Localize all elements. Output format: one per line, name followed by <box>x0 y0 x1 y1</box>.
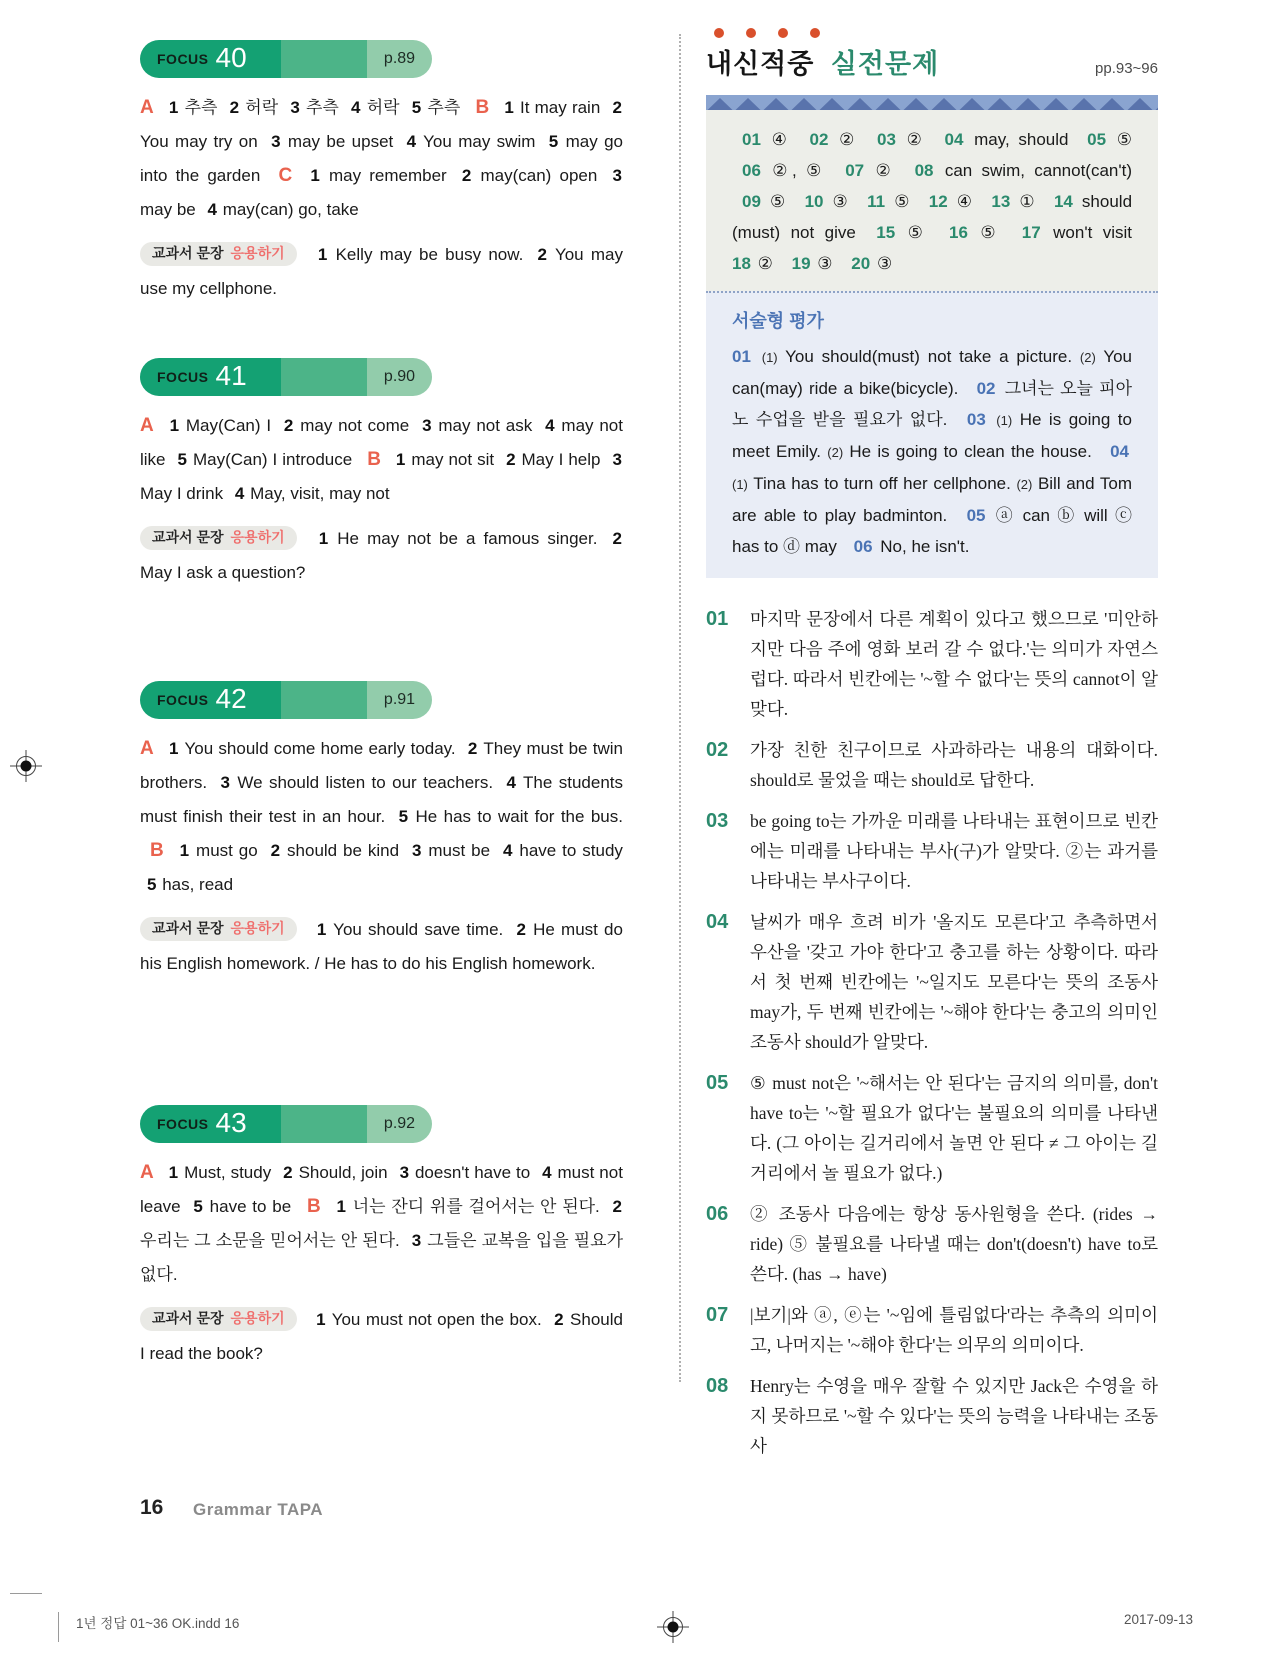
badge-label-accent: 응용하기 <box>230 529 285 545</box>
run-b: 5 <box>147 875 157 894</box>
run-r: A <box>140 97 154 118</box>
explanation-number: 05 <box>706 1072 729 1094</box>
focus-section-42 <box>140 681 623 981</box>
focus-answers <box>140 409 623 511</box>
focus-header-pill <box>140 358 432 396</box>
run-s: (2) <box>827 445 844 460</box>
badge-label-accent: 응용하기 <box>230 245 285 261</box>
run-b: 5 <box>411 98 422 117</box>
run-t: ③ <box>817 254 833 273</box>
explanation-item <box>706 806 1158 896</box>
focus-answers <box>140 91 623 227</box>
run-t: should <box>1081 192 1133 211</box>
run-b: 1 <box>395 450 406 469</box>
badge-label: 교과서 문장 <box>152 529 224 545</box>
run-t: must be <box>428 841 491 860</box>
run-b: 4 <box>545 416 555 435</box>
run-t: ⑤ <box>1116 130 1133 149</box>
focus-label: FOCUS <box>157 51 209 67</box>
focus-label: FOCUS <box>157 692 209 708</box>
run-t: may, should <box>974 130 1069 149</box>
run-t: may(can) go, take <box>222 200 359 219</box>
crop-mark-horizontal <box>10 1593 42 1594</box>
explanation-item <box>706 1300 1158 1360</box>
run-t: May I ask a question? <box>140 563 306 582</box>
focus-page-ref: p.92 <box>383 1115 416 1132</box>
run-t: You can(may) ride a bike(bicycle). <box>732 347 1132 398</box>
explanation-text: 날씨가 매우 흐려 비가 '올지도 모른다'고 추측하면서 우산을 '갖고 가야 한다'고 충고를 하는 상황이다. 따라서 첫 번째 빈칸에는 '~일지도 모른다'는 뜻의 조동사 may가, 두 번째 빈칸에는 '~해야 한다'는 충고의 의미인 조동사 should가 알맞다. <box>750 912 1158 1052</box>
run-b: 4 <box>234 484 245 503</box>
focus-section-41 <box>140 358 623 590</box>
explanation-text: 마지막 문장에서 다른 계획이 있다고 했으므로 '미안하지만 다음 주에 영화 보러 갈 수 없다.'는 의미가 자연스럽다. 따라서 빈칸에는 '~할 수 없다'는 뜻의 cannot이 알맞다. <box>750 609 1158 719</box>
run-b: 3 <box>220 773 230 792</box>
run-t: ⑤ <box>907 223 929 242</box>
explanation-number: 07 <box>706 1304 729 1326</box>
run-b: 3 <box>411 1231 422 1250</box>
run-t: can swim, cannot(can't) <box>944 161 1132 180</box>
run-bn: 02 <box>976 379 996 398</box>
run-b: 4 <box>207 200 217 219</box>
run-t: 너는 잔디 위를 걸어서는 안 된다. <box>352 1197 600 1216</box>
run-t: He must do his English homework. / He has to do his English homework. <box>140 920 623 973</box>
red-dots-decoration <box>714 28 1158 38</box>
run-b: 1 <box>504 98 514 117</box>
run-t: ② <box>839 130 859 149</box>
answer-key-box <box>706 110 1158 291</box>
focus-header-pill <box>140 40 432 78</box>
page-number: 16 <box>140 1496 164 1519</box>
explanation-number: 01 <box>706 608 729 630</box>
focus-label: FOCUS <box>157 369 209 385</box>
run-t: may not ask <box>438 416 533 435</box>
run-t: ① <box>1019 192 1037 211</box>
run-t: You should(must) not take a picture. <box>785 347 1073 366</box>
explanation-text: 가장 친한 친구이므로 사과하라는 내용의 대화이다. should로 물었을 때는 should로 답한다. <box>750 740 1158 790</box>
focus-pill-mid-segment <box>281 1105 367 1143</box>
run-b: 1 <box>168 1163 179 1182</box>
run-b: 2 <box>270 841 281 860</box>
run-t: 추측 <box>305 98 339 117</box>
run-gn: 20 <box>851 254 871 273</box>
essay-section-title: 서술형 평가 <box>732 311 824 331</box>
focus-pill-dark-segment <box>140 40 281 78</box>
run-t: 우리는 그 소문을 믿어서는 안 된다. <box>140 1231 400 1250</box>
run-b: 2 <box>229 98 240 117</box>
run-t: He is going to meet Emily. <box>732 410 1132 461</box>
run-t: doesn't have to <box>414 1163 531 1182</box>
run-b: 5 <box>193 1197 203 1216</box>
textbook-apply-badge <box>140 1307 297 1331</box>
run-b: 4 <box>406 132 417 151</box>
explanation-text: Henry는 수영을 매우 잘할 수 있지만 Jack은 수영을 하지 못하므로 '~할 수 있다'는 뜻의 능력을 나타내는 조동사 <box>750 1376 1158 1456</box>
run-b: 1 <box>336 1197 346 1216</box>
run-t: ② <box>875 161 896 180</box>
run-t: ③ <box>832 192 851 211</box>
run-t: He may not be a famous singer. <box>337 529 598 548</box>
run-b: 1 <box>168 98 179 117</box>
run-t: 허락 <box>245 98 279 117</box>
run-b: 1 <box>169 739 179 758</box>
run-t: have to be <box>209 1197 292 1216</box>
run-t: (must) not give <box>732 223 856 242</box>
run-t: may(can) open <box>480 166 598 185</box>
run-gn: 12 <box>928 192 948 211</box>
run-t: You may swim <box>423 132 536 151</box>
focus-answers <box>140 1156 623 1292</box>
run-gn: 15 <box>876 223 896 242</box>
answer-key-row <box>732 217 1132 248</box>
focus-label: FOCUS <box>157 1116 209 1132</box>
run-t: We should listen to our teachers. <box>237 773 494 792</box>
focus-pill-light-segment <box>367 681 432 719</box>
focus-page-ref: p.91 <box>383 691 416 708</box>
run-gn: 01 <box>742 130 761 149</box>
focus-pill-light-segment <box>367 40 432 78</box>
run-b: 3 <box>271 132 281 151</box>
run-t: 추측 <box>184 98 218 117</box>
run-t: may not come <box>300 416 410 435</box>
run-gn: 04 <box>944 130 964 149</box>
focus-apply-line <box>140 238 623 306</box>
print-filename: 1년 정답 01~36 OK.indd 16 <box>76 1616 240 1631</box>
run-t: ⑤ <box>980 223 1002 242</box>
run-b: 1 <box>179 841 190 860</box>
run-b: 3 <box>422 416 432 435</box>
run-t: Should, join <box>298 1163 388 1182</box>
badge-label: 교과서 문장 <box>152 920 224 936</box>
essay-evaluation-box <box>706 291 1158 578</box>
section-title <box>706 42 1158 81</box>
explanation-number: 02 <box>706 739 729 761</box>
run-gn: 06 <box>742 161 761 180</box>
run-gn: 07 <box>845 161 865 180</box>
badge-label: 교과서 문장 <box>152 1310 224 1326</box>
explanation-number: 03 <box>706 810 729 832</box>
run-t: You may try on <box>140 132 258 151</box>
run-t: must go <box>196 841 258 860</box>
run-t: ⑤ <box>894 192 912 211</box>
focus-answers <box>140 732 623 902</box>
focus-pill-mid-segment <box>281 358 367 396</box>
run-t: Should I read the book? <box>140 1310 623 1363</box>
run-gn: 18 <box>732 254 751 273</box>
run-t: You may use my cellphone. <box>140 245 623 298</box>
run-t: won't visit <box>1053 223 1132 242</box>
focus-pill-dark-segment <box>140 681 281 719</box>
run-b: 3 <box>612 450 622 469</box>
run-t: 그녀는 오늘 피아노 수업을 받을 필요가 없다. <box>732 379 1132 429</box>
run-b: 1 <box>316 920 327 939</box>
run-t: Tina has to turn off her cellphone. <box>753 474 1011 493</box>
essay-answers <box>732 341 1132 562</box>
run-b: 3 <box>290 98 300 117</box>
run-b: 2 <box>283 416 294 435</box>
run-r: B <box>306 1196 321 1217</box>
run-s: (2) <box>1016 477 1033 492</box>
run-bn: 01 <box>732 347 751 366</box>
run-s: (1) <box>996 413 1013 428</box>
run-t: May, visit, may not <box>250 484 390 503</box>
run-b: 2 <box>467 739 478 758</box>
focus-number: 42 <box>215 683 247 714</box>
run-gn: 14 <box>1053 192 1073 211</box>
run-gn: 17 <box>1021 223 1041 242</box>
focus-section-40 <box>140 40 623 306</box>
run-b: 2 <box>506 450 516 469</box>
answer-key-rows <box>732 124 1132 279</box>
focus-pill-light-segment <box>367 1105 432 1143</box>
explanation-number: 04 <box>706 911 729 933</box>
run-gn: 09 <box>742 192 761 211</box>
run-gn: 19 <box>791 254 811 273</box>
section-header <box>706 28 1158 81</box>
red-dot-icon <box>810 28 820 38</box>
book-title: Grammar TAPA <box>193 1500 324 1519</box>
explanation-item <box>706 735 1158 795</box>
run-t: May(Can) I <box>185 416 272 435</box>
bunting-border-icon <box>706 95 1158 110</box>
run-b: 4 <box>502 841 513 860</box>
section-title-black: 내신적중 <box>706 49 815 79</box>
run-b: 1 <box>318 529 329 548</box>
run-b: 2 <box>516 920 526 939</box>
run-t: 허락 <box>366 98 400 117</box>
run-t: They must be twin brothers. <box>140 739 623 792</box>
run-bn: 05 <box>966 506 986 525</box>
run-b: 2 <box>461 166 472 185</box>
run-b: 5 <box>548 132 559 151</box>
run-r: A <box>140 738 154 759</box>
run-t: has, read <box>162 875 234 894</box>
run-t: ③ <box>876 254 893 273</box>
answer-key-row <box>732 155 1132 186</box>
explanation-item <box>706 907 1158 1057</box>
run-t: ② <box>906 130 926 149</box>
run-t: may be <box>140 200 196 219</box>
run-t: ⓐ can ⓑ will ⓒ has to ⓓ may <box>732 506 1132 556</box>
run-b: 2 <box>537 245 548 264</box>
run-t: may not sit <box>411 450 495 469</box>
run-gn: 10 <box>804 192 824 211</box>
run-t: You should come home early today. <box>184 739 456 758</box>
run-t: The students must finish their test in an hour. <box>140 773 623 826</box>
run-gn: 03 <box>877 130 896 149</box>
run-b: 3 <box>399 1163 410 1182</box>
run-bn: 03 <box>966 410 986 429</box>
focus-page-ref: p.89 <box>383 50 416 67</box>
focus-page-ref: p.90 <box>383 368 416 385</box>
run-gn: 02 <box>809 130 829 149</box>
focus-pill-light-segment <box>367 358 432 396</box>
run-s: (2) <box>1079 350 1096 365</box>
print-date: 2017-09-13 <box>1124 1612 1194 1627</box>
textbook-apply-badge <box>140 917 297 941</box>
run-t: ⑤ <box>769 192 788 211</box>
explanation-text: |보기|와 ⓐ, ⓔ는 '~임에 틀림없다'라는 추측의 의미이고, 나머지는 '~해야 한다'는 의무의 의미이다. <box>750 1305 1158 1355</box>
run-t: Kelly may be busy now. <box>335 245 524 264</box>
run-b: 4 <box>542 1163 552 1182</box>
run-b: 2 <box>283 1163 293 1182</box>
run-r: B <box>150 840 164 861</box>
run-b: 1 <box>316 1310 326 1329</box>
run-r: C <box>278 165 293 186</box>
explanation-text: ⑤ must not은 '~해서는 안 된다'는 금지의 의미를, don't have to는 '~할 필요가 없다'는 불필요의 의미를 나타낸다. (그 아이는 길거리에서 놀면 안 된다 ≠ 그 아이는 길거리에서 놀 필요가 없다.) <box>750 1073 1158 1183</box>
focus-header-pill <box>140 1105 432 1143</box>
focus-pill-dark-segment <box>140 1105 281 1143</box>
run-t: must not leave <box>140 1163 623 1216</box>
run-b: 2 <box>612 98 622 117</box>
run-b: 5 <box>177 450 187 469</box>
run-t: ④ <box>956 192 975 211</box>
run-b: 1 <box>317 245 328 264</box>
registration-mark-icon <box>10 750 42 782</box>
run-t: Bill and Tom are able to play badminton. <box>732 474 1132 525</box>
run-b: 3 <box>412 841 422 860</box>
explanation-number: 08 <box>706 1375 729 1397</box>
answer-key-row <box>732 124 1132 155</box>
run-b: 3 <box>612 166 622 185</box>
run-b: 5 <box>398 807 409 826</box>
focus-number: 40 <box>215 42 247 73</box>
run-t: You must not open the box. <box>331 1310 542 1329</box>
focus-section-43 <box>140 1105 623 1371</box>
focus-pill-dark-segment <box>140 358 281 396</box>
focus-apply-line <box>140 1303 623 1371</box>
run-t: may be upset <box>287 132 394 151</box>
focus-apply-line <box>140 913 623 981</box>
focus-number: 43 <box>215 1107 247 1138</box>
explanation-item <box>706 1068 1158 1188</box>
run-t: ②, ⑤ <box>772 161 826 180</box>
run-b: 4 <box>506 773 516 792</box>
run-b: 2 <box>612 529 622 548</box>
run-t: may go into the garden <box>140 132 624 185</box>
run-t: No, he isn't. <box>880 537 970 556</box>
focus-number: 41 <box>215 360 247 391</box>
run-t: May I help <box>521 450 601 469</box>
focus-header-pill <box>140 681 432 719</box>
focus-apply-line <box>140 522 623 590</box>
run-t: may remember <box>328 166 447 185</box>
section-page-range: pp.93~96 <box>1095 60 1158 77</box>
textbook-apply-badge <box>140 526 297 550</box>
answer-boxes <box>706 95 1158 578</box>
run-t: should be kind <box>287 841 400 860</box>
run-r: B <box>367 449 381 470</box>
answer-key-row <box>732 186 1132 217</box>
badge-label-accent: 응용하기 <box>230 920 285 936</box>
run-b: 1 <box>169 416 180 435</box>
explanation-item <box>706 1199 1158 1289</box>
run-s: (1) <box>761 350 778 365</box>
run-t: ② <box>757 254 773 273</box>
run-t: 추측 <box>427 98 461 117</box>
run-t: Must, study <box>184 1163 272 1182</box>
crop-mark-vertical <box>58 1612 59 1642</box>
run-r: A <box>140 1162 154 1183</box>
run-s: (1) <box>732 477 748 492</box>
run-r: B <box>475 97 490 118</box>
run-gn: 11 <box>867 192 886 211</box>
run-t: may not like <box>140 416 623 469</box>
run-gn: 08 <box>914 161 934 180</box>
badge-label: 교과서 문장 <box>152 245 224 261</box>
run-t: You should save time. <box>333 920 504 939</box>
explanation-number: 06 <box>706 1203 729 1225</box>
explanation-text: ② 조동사 다음에는 항상 동사원형을 쓴다. (rides → ride) ⑤ 불필요를 나타낼 때는 don't(doesn't) have to로 쓴다. (has → have) <box>750 1204 1158 1284</box>
run-t: ④ <box>771 130 791 149</box>
run-gn: 13 <box>991 192 1011 211</box>
run-b: 2 <box>612 1197 623 1216</box>
explanation-item <box>706 604 1158 724</box>
badge-label-accent: 응용하기 <box>230 1310 285 1326</box>
run-bn: 06 <box>853 537 873 556</box>
run-b: 2 <box>554 1310 564 1329</box>
red-dot-icon <box>778 28 788 38</box>
red-dot-icon <box>714 28 724 38</box>
run-t: He is going to clean the house. <box>849 442 1092 461</box>
column-divider <box>679 34 681 1382</box>
run-t: It may rain <box>520 98 601 117</box>
answer-key-row <box>732 248 1132 279</box>
registration-mark-icon <box>657 1611 689 1643</box>
run-gn: 16 <box>949 223 968 242</box>
run-t: He has to wait for the bus. <box>415 807 623 826</box>
run-gn: 05 <box>1087 130 1107 149</box>
run-t: have to study <box>519 841 623 860</box>
explanation-text: be going to는 가까운 미래를 나타내는 표현이므로 빈칸에는 미래를 나타내는 부사(구)가 알맞다. ②는 과거를 나타내는 부사구이다. <box>750 811 1158 891</box>
red-dot-icon <box>746 28 756 38</box>
run-r: A <box>140 415 154 436</box>
section-title-green: 실전문제 <box>830 49 940 79</box>
textbook-apply-badge <box>140 242 297 266</box>
run-t: May(Can) I introduce <box>192 450 353 469</box>
focus-pill-mid-segment <box>281 681 367 719</box>
run-bn: 04 <box>1110 442 1129 461</box>
focus-pill-mid-segment <box>281 40 367 78</box>
explanations <box>706 604 1158 1472</box>
explanation-item <box>706 1371 1158 1461</box>
run-t: May I drink <box>140 484 224 503</box>
run-b: 1 <box>310 166 320 185</box>
run-b: 4 <box>351 98 361 117</box>
run-t: 그들은 교복을 입을 필요가 없다. <box>140 1231 623 1284</box>
